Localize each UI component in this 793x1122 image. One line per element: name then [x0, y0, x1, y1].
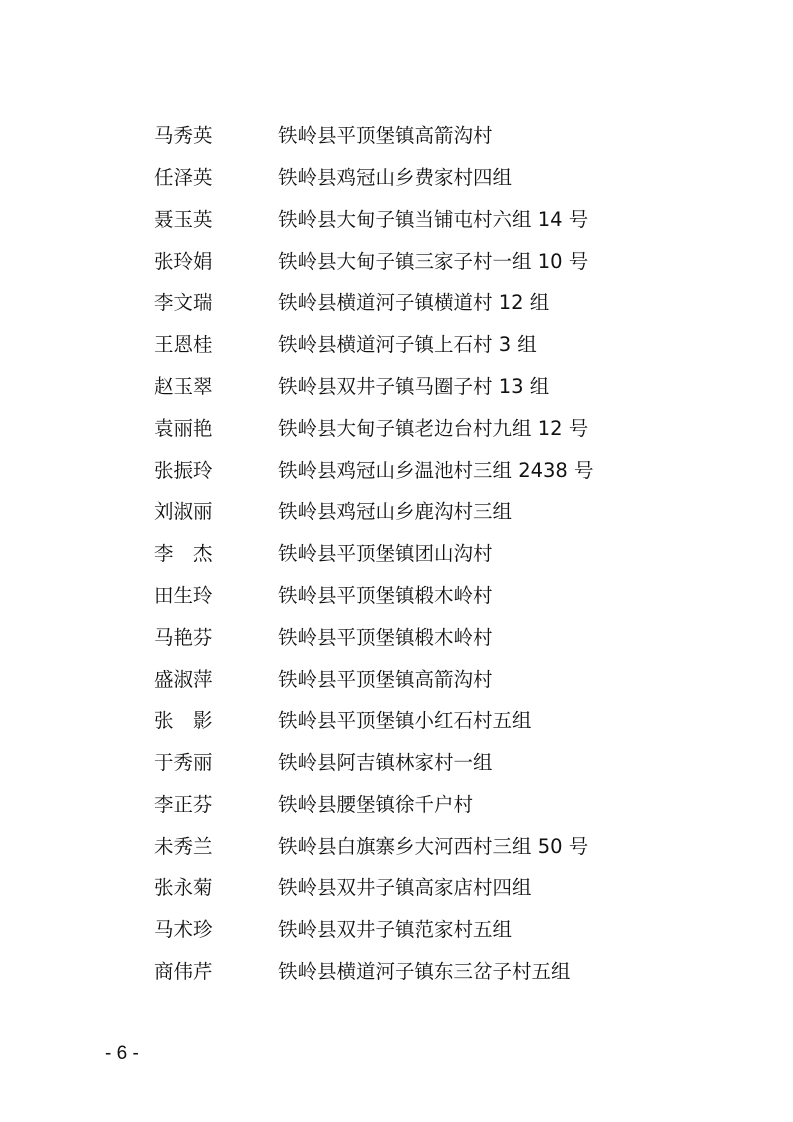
- person-name: 王恩桂: [154, 333, 213, 357]
- person-name: 于秀丽: [154, 751, 213, 775]
- list-item: [154, 658, 754, 700]
- person-name: 马术珍: [154, 918, 213, 942]
- name-address-list: [154, 115, 754, 993]
- list-item: [154, 491, 754, 533]
- person-name: 聂玉英: [154, 207, 213, 231]
- person-address: 铁岭县横道河子镇东三岔子村五组: [278, 960, 571, 984]
- list-item: [154, 784, 754, 826]
- list-item: [154, 617, 754, 659]
- person-name: 张 影: [154, 709, 213, 733]
- list-item: [154, 366, 754, 408]
- list-item: [154, 742, 754, 784]
- list-item: [154, 449, 754, 491]
- person-name: 任泽英: [154, 165, 213, 189]
- list-item: [154, 575, 754, 617]
- page-number: - 6 -: [105, 1043, 139, 1064]
- person-address: 铁岭县腰堡镇徐千户村: [278, 792, 474, 816]
- person-address: 铁岭县横道河子镇上石村 3 组: [278, 333, 537, 357]
- person-address: 铁岭县大甸子镇老边台村九组 12 号: [278, 416, 589, 440]
- person-address: 铁岭县双井子镇马圈子村 13 组: [278, 374, 550, 398]
- list-item: [154, 867, 754, 909]
- list-item: [154, 700, 754, 742]
- person-address: 铁岭县平顶堡镇高箭沟村: [278, 124, 493, 148]
- person-address: 铁岭县双井子镇高家店村四组: [278, 876, 532, 900]
- person-address: 铁岭县大甸子镇三家子村一组 10 号: [278, 249, 589, 273]
- list-item: [154, 909, 754, 951]
- person-address: 铁岭县阿吉镇林家村一组: [278, 751, 493, 775]
- person-address: 铁岭县鸡冠山乡温池村三组 2438 号: [278, 458, 594, 482]
- person-name: 张玲娟: [154, 249, 213, 273]
- person-name: 张振玲: [154, 458, 213, 482]
- person-address: 铁岭县平顶堡镇团山沟村: [278, 542, 493, 566]
- person-address: 铁岭县大甸子镇当铺屯村六组 14 号: [278, 207, 589, 231]
- list-item: [154, 324, 754, 366]
- person-address: 铁岭县横道河子镇横道村 12 组: [278, 291, 550, 315]
- list-item: [154, 115, 754, 157]
- person-address: 铁岭县平顶堡镇椴木岭村: [278, 625, 493, 649]
- person-name: 马秀英: [154, 124, 213, 148]
- person-name: 李文瑞: [154, 291, 213, 315]
- person-name: 张永菊: [154, 876, 213, 900]
- list-item: [154, 157, 754, 199]
- person-address: 铁岭县鸡冠山乡鹿沟村三组: [278, 500, 513, 524]
- list-item: [154, 533, 754, 575]
- person-name: 盛淑萍: [154, 667, 213, 691]
- list-item: [154, 826, 754, 868]
- person-address: 铁岭县平顶堡镇小红石村五组: [278, 709, 532, 733]
- person-name: 李正芬: [154, 792, 213, 816]
- person-name: 马艳芬: [154, 625, 213, 649]
- person-name: 李 杰: [154, 542, 213, 566]
- person-name: 赵玉翠: [154, 374, 213, 398]
- list-item: [154, 199, 754, 241]
- person-name: 袁丽艳: [154, 416, 213, 440]
- list-item: [154, 951, 754, 993]
- person-address: 铁岭县白旗寨乡大河西村三组 50 号: [278, 834, 589, 858]
- person-address: 铁岭县鸡冠山乡费家村四组: [278, 165, 513, 189]
- person-name: 未秀兰: [154, 834, 213, 858]
- person-name: 刘淑丽: [154, 500, 213, 524]
- person-address: 铁岭县平顶堡镇椴木岭村: [278, 583, 493, 607]
- list-item: [154, 282, 754, 324]
- list-item: [154, 408, 754, 450]
- person-address: 铁岭县平顶堡镇高箭沟村: [278, 667, 493, 691]
- person-address: 铁岭县双井子镇范家村五组: [278, 918, 513, 942]
- list-item: [154, 240, 754, 282]
- person-name: 田生玲: [154, 583, 213, 607]
- person-name: 商伟芹: [154, 960, 213, 984]
